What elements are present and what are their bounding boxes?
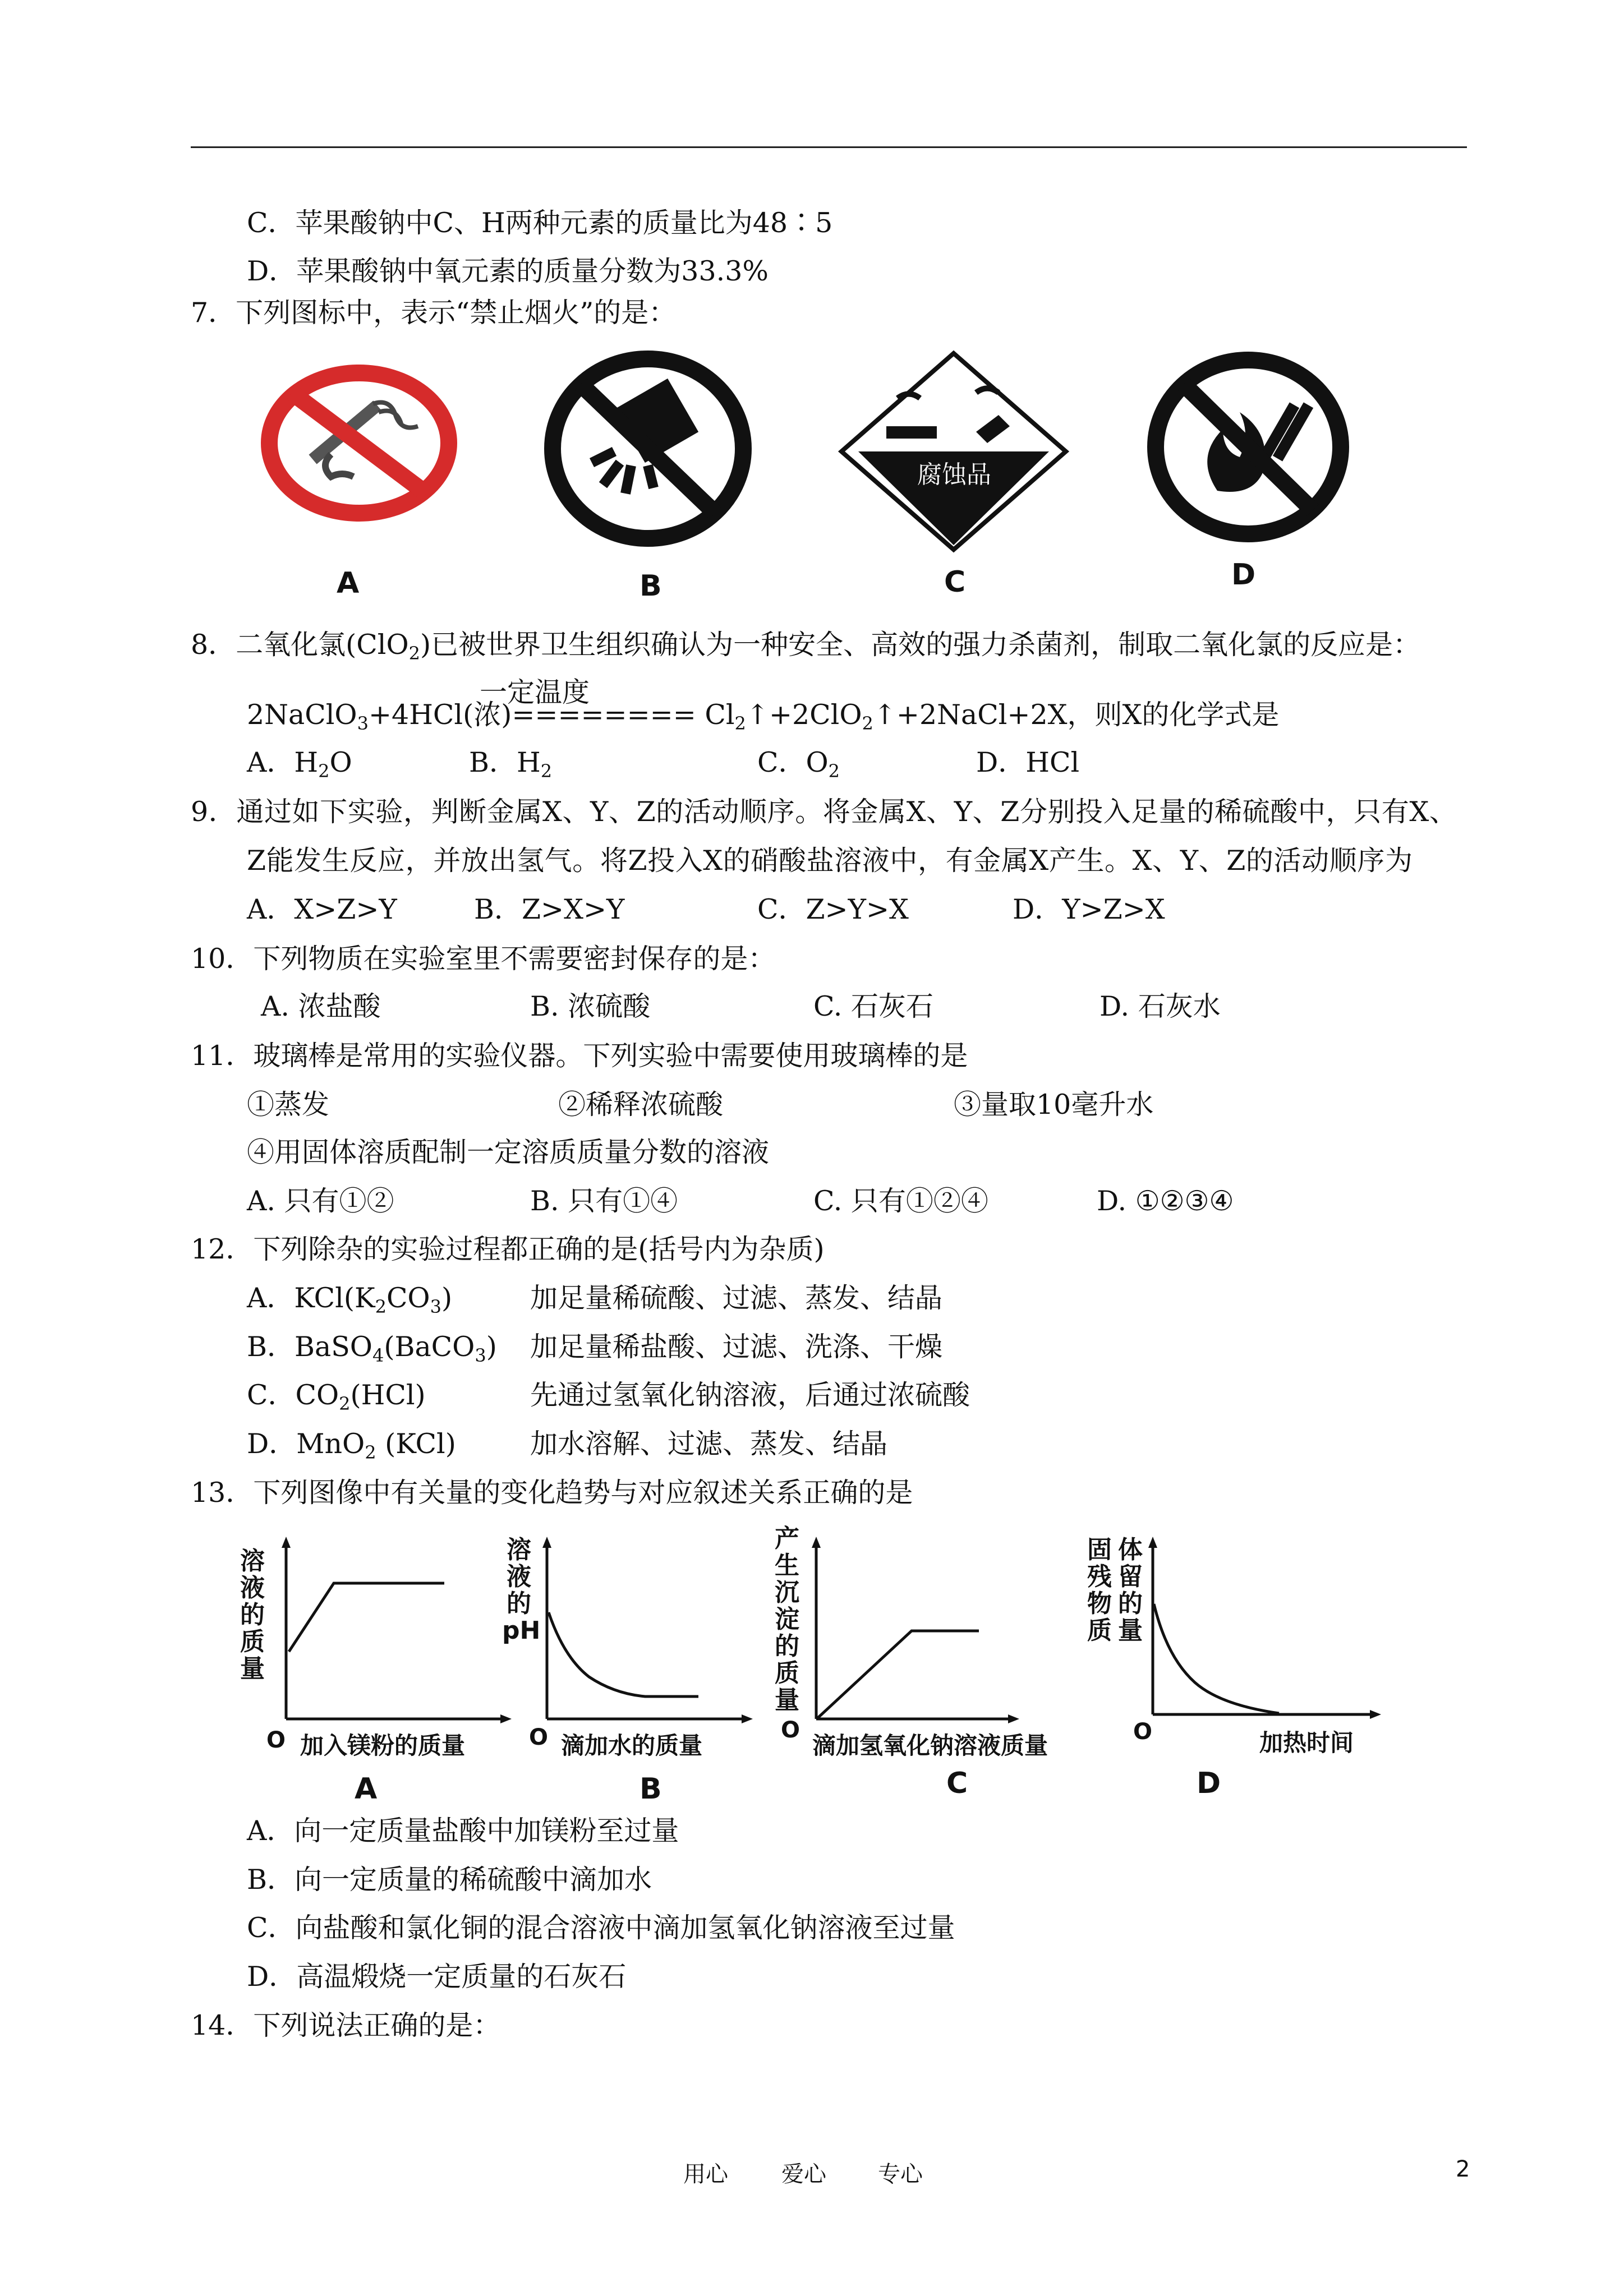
graph-b-origin: O (529, 1725, 549, 1750)
q9-stem-line2: Z能发生反应，并放出氢气。将Z投入X的硝酸盐溶液中，有金属X产生。X、Y、Z的活动顺序为 (247, 845, 1413, 877)
q10-option-b: B. 浓硫酸 (530, 990, 651, 1022)
no-open-flame-icon (1144, 351, 1352, 544)
graph-a-xlabel: 加入镁粉的质量 (300, 1732, 466, 1759)
q12-option-c-formula: C．$CO_2(HCl)$ (247, 1379, 426, 1414)
q13-stem: 13．下列图像中有关量的变化趋势与对应叙述关系正确的是 (191, 1477, 913, 1509)
q12-option-d-formula: D．MnO$_2$ (KCl) (247, 1428, 456, 1463)
q10-option-c: C. 石灰石 (813, 990, 933, 1022)
graph-b-letter: B (640, 1772, 662, 1806)
q11-stem: 11．玻璃棒是常用的实验仪器。下列实验中需要使用玻璃棒的是 (191, 1040, 968, 1072)
footer-motto-1: 用心 (683, 2161, 728, 2187)
graph-d-xlabel: 加热时间 (1259, 1729, 1354, 1756)
q12-option-b-method: 加足量稀盐酸、过滤、洗涤、干燥 (530, 1331, 943, 1363)
q12-option-c-method: 先通过氢氧化钠溶液，后通过浓硫酸 (530, 1379, 970, 1411)
q8-option-c: C．$O_2$ (757, 746, 840, 782)
graph-c-plot (785, 1534, 1021, 1753)
q9-option-b: B．Z>X>Y (474, 893, 625, 925)
graph-b-plot (510, 1534, 757, 1753)
corrosive-label: 腐蚀品 (917, 460, 991, 489)
graph-b-xlabel: 滴加水的质量 (561, 1732, 703, 1759)
graph-c-xlabel: 滴加氢氧化钠溶液质量 (812, 1732, 1048, 1759)
q11-option-c: C. 只有①②④ (813, 1185, 988, 1217)
no-fireworks-icon (541, 351, 755, 547)
graph-c-letter: C (946, 1767, 968, 1800)
q8-stem: 8．二氧化氯(ClO$_2$)已被世界卫生组织确认为一种安全、高效的强力杀菌剂，制取二氧化氯的反应是： (191, 629, 1421, 664)
q13-option-d: D．高温煅烧一定质量的石灰石 (247, 1961, 627, 1993)
graph-d-curve (1154, 1604, 1279, 1713)
no-smoking-icon (258, 359, 460, 527)
graph-c-curve (818, 1631, 979, 1718)
q6-option-d: D．苹果酸钠中氧元素的质量分数为33.3% (247, 255, 769, 287)
q10-option-d: D. 石灰水 (1099, 990, 1221, 1022)
graph-a-plot (247, 1534, 516, 1753)
q11-item-2: ②稀释浓硫酸 (558, 1089, 724, 1121)
q8-equation: 2NaClO$_3$+4HCl(浓)======== $Cl_2↑+2ClO_2↑+2NaCl+2X$，则X的化学式是 (247, 699, 1280, 734)
graph-b-curve (549, 1612, 698, 1696)
q8-option-a: A．$H_2O$ (247, 746, 352, 782)
q13-option-c: C．向盐酸和氯化铜的混合溶液中滴加氢氧化钠溶液至过量 (247, 1912, 955, 1944)
q8-option-d: D．HCl (976, 746, 1080, 778)
q12-option-a-method: 加足量稀硫酸、过滤、蒸发、结晶 (530, 1282, 943, 1314)
q11-option-a: A. 只有①② (247, 1185, 394, 1217)
graph-d-ylabel-col2: 体 留 的 量 (1118, 1536, 1143, 1645)
q9-option-a: A．X>Z>Y (247, 893, 397, 925)
q11-item-4: ④用固体溶质配制一定溶质质量分数的溶液 (247, 1136, 770, 1168)
graph-d-origin: O (1133, 1719, 1153, 1745)
graph-a-letter: A (355, 1772, 378, 1806)
q7-stem: 7．下列图标中，表示“禁止烟火”的是： (191, 297, 677, 329)
graph-a-ylabel: 溶 液 的 质 量 (240, 1547, 265, 1683)
q12-stem: 12．下列除杂的实验过程都正确的是(括号内为杂质) (191, 1233, 825, 1265)
q7-label-a: A (337, 566, 360, 600)
q13-option-a: A．向一定质量盐酸中加镁粉至过量 (247, 1815, 679, 1847)
q11-item-3: ③量取10毫升水 (954, 1089, 1154, 1121)
q6-option-c: C．苹果酸钠中C、H两种元素的质量比为48∶5 (247, 207, 833, 239)
q11-item-1: ①蒸发 (247, 1089, 330, 1121)
q8-option-b: B．$H_2$ (469, 746, 553, 782)
graph-a-origin: O (266, 1727, 286, 1753)
graph-a-curve (289, 1583, 444, 1652)
q8-reaction-condition: 一定温度 (480, 676, 590, 708)
q7-label-b: B (640, 569, 662, 603)
footer-motto-3: 专心 (878, 2161, 923, 2187)
header-rule (191, 146, 1467, 148)
q9-option-c: C．Z>Y>X (757, 893, 909, 925)
q12-option-b-formula: B．BaSO$_4$(BaCO$_3$) (247, 1331, 497, 1366)
q10-stem: 10．下列物质在实验室里不需要密封保存的是： (191, 943, 776, 975)
footer-motto-2: 爱心 (781, 2161, 826, 2187)
q12-option-a-formula: A．$KCl(K_2CO_3)$ (247, 1282, 453, 1317)
graph-d-letter: D (1197, 1767, 1221, 1800)
graph-c-ylabel: 产 生 沉 淀 的 质 量 (775, 1524, 799, 1714)
graph-b-ylabel: 溶 液 的 pH (502, 1536, 541, 1645)
q13-option-b: B．向一定质量的稀硫酸中滴加水 (247, 1864, 652, 1896)
page-number: 2 (1456, 2156, 1470, 2182)
q11-option-b: B. 只有①④ (530, 1185, 678, 1217)
q7-label-d: D (1231, 558, 1256, 592)
corrosive-hazard-icon (836, 348, 1071, 555)
graph-d-plot (1128, 1534, 1386, 1753)
q10-option-a: A. 浓盐酸 (261, 990, 381, 1022)
q9-stem-line1: 9．通过如下实验，判断金属X、Y、Z的活动顺序。将金属X、Y、Z分别投入足量的稀硫酸中，只有X、 (191, 796, 1457, 828)
q9-option-d: D．Y>Z>X (1013, 893, 1165, 925)
q11-option-d: D. ①②③④ (1097, 1185, 1234, 1217)
q14-stem: 14．下列说法正确的是： (191, 2009, 501, 2041)
q7-label-c: C (944, 565, 966, 599)
q12-option-d-method: 加水溶解、过滤、蒸发、结晶 (530, 1428, 888, 1460)
graph-c-origin: O (781, 1717, 801, 1743)
graph-d-ylabel-col1: 固 残 物 质 (1087, 1536, 1112, 1645)
